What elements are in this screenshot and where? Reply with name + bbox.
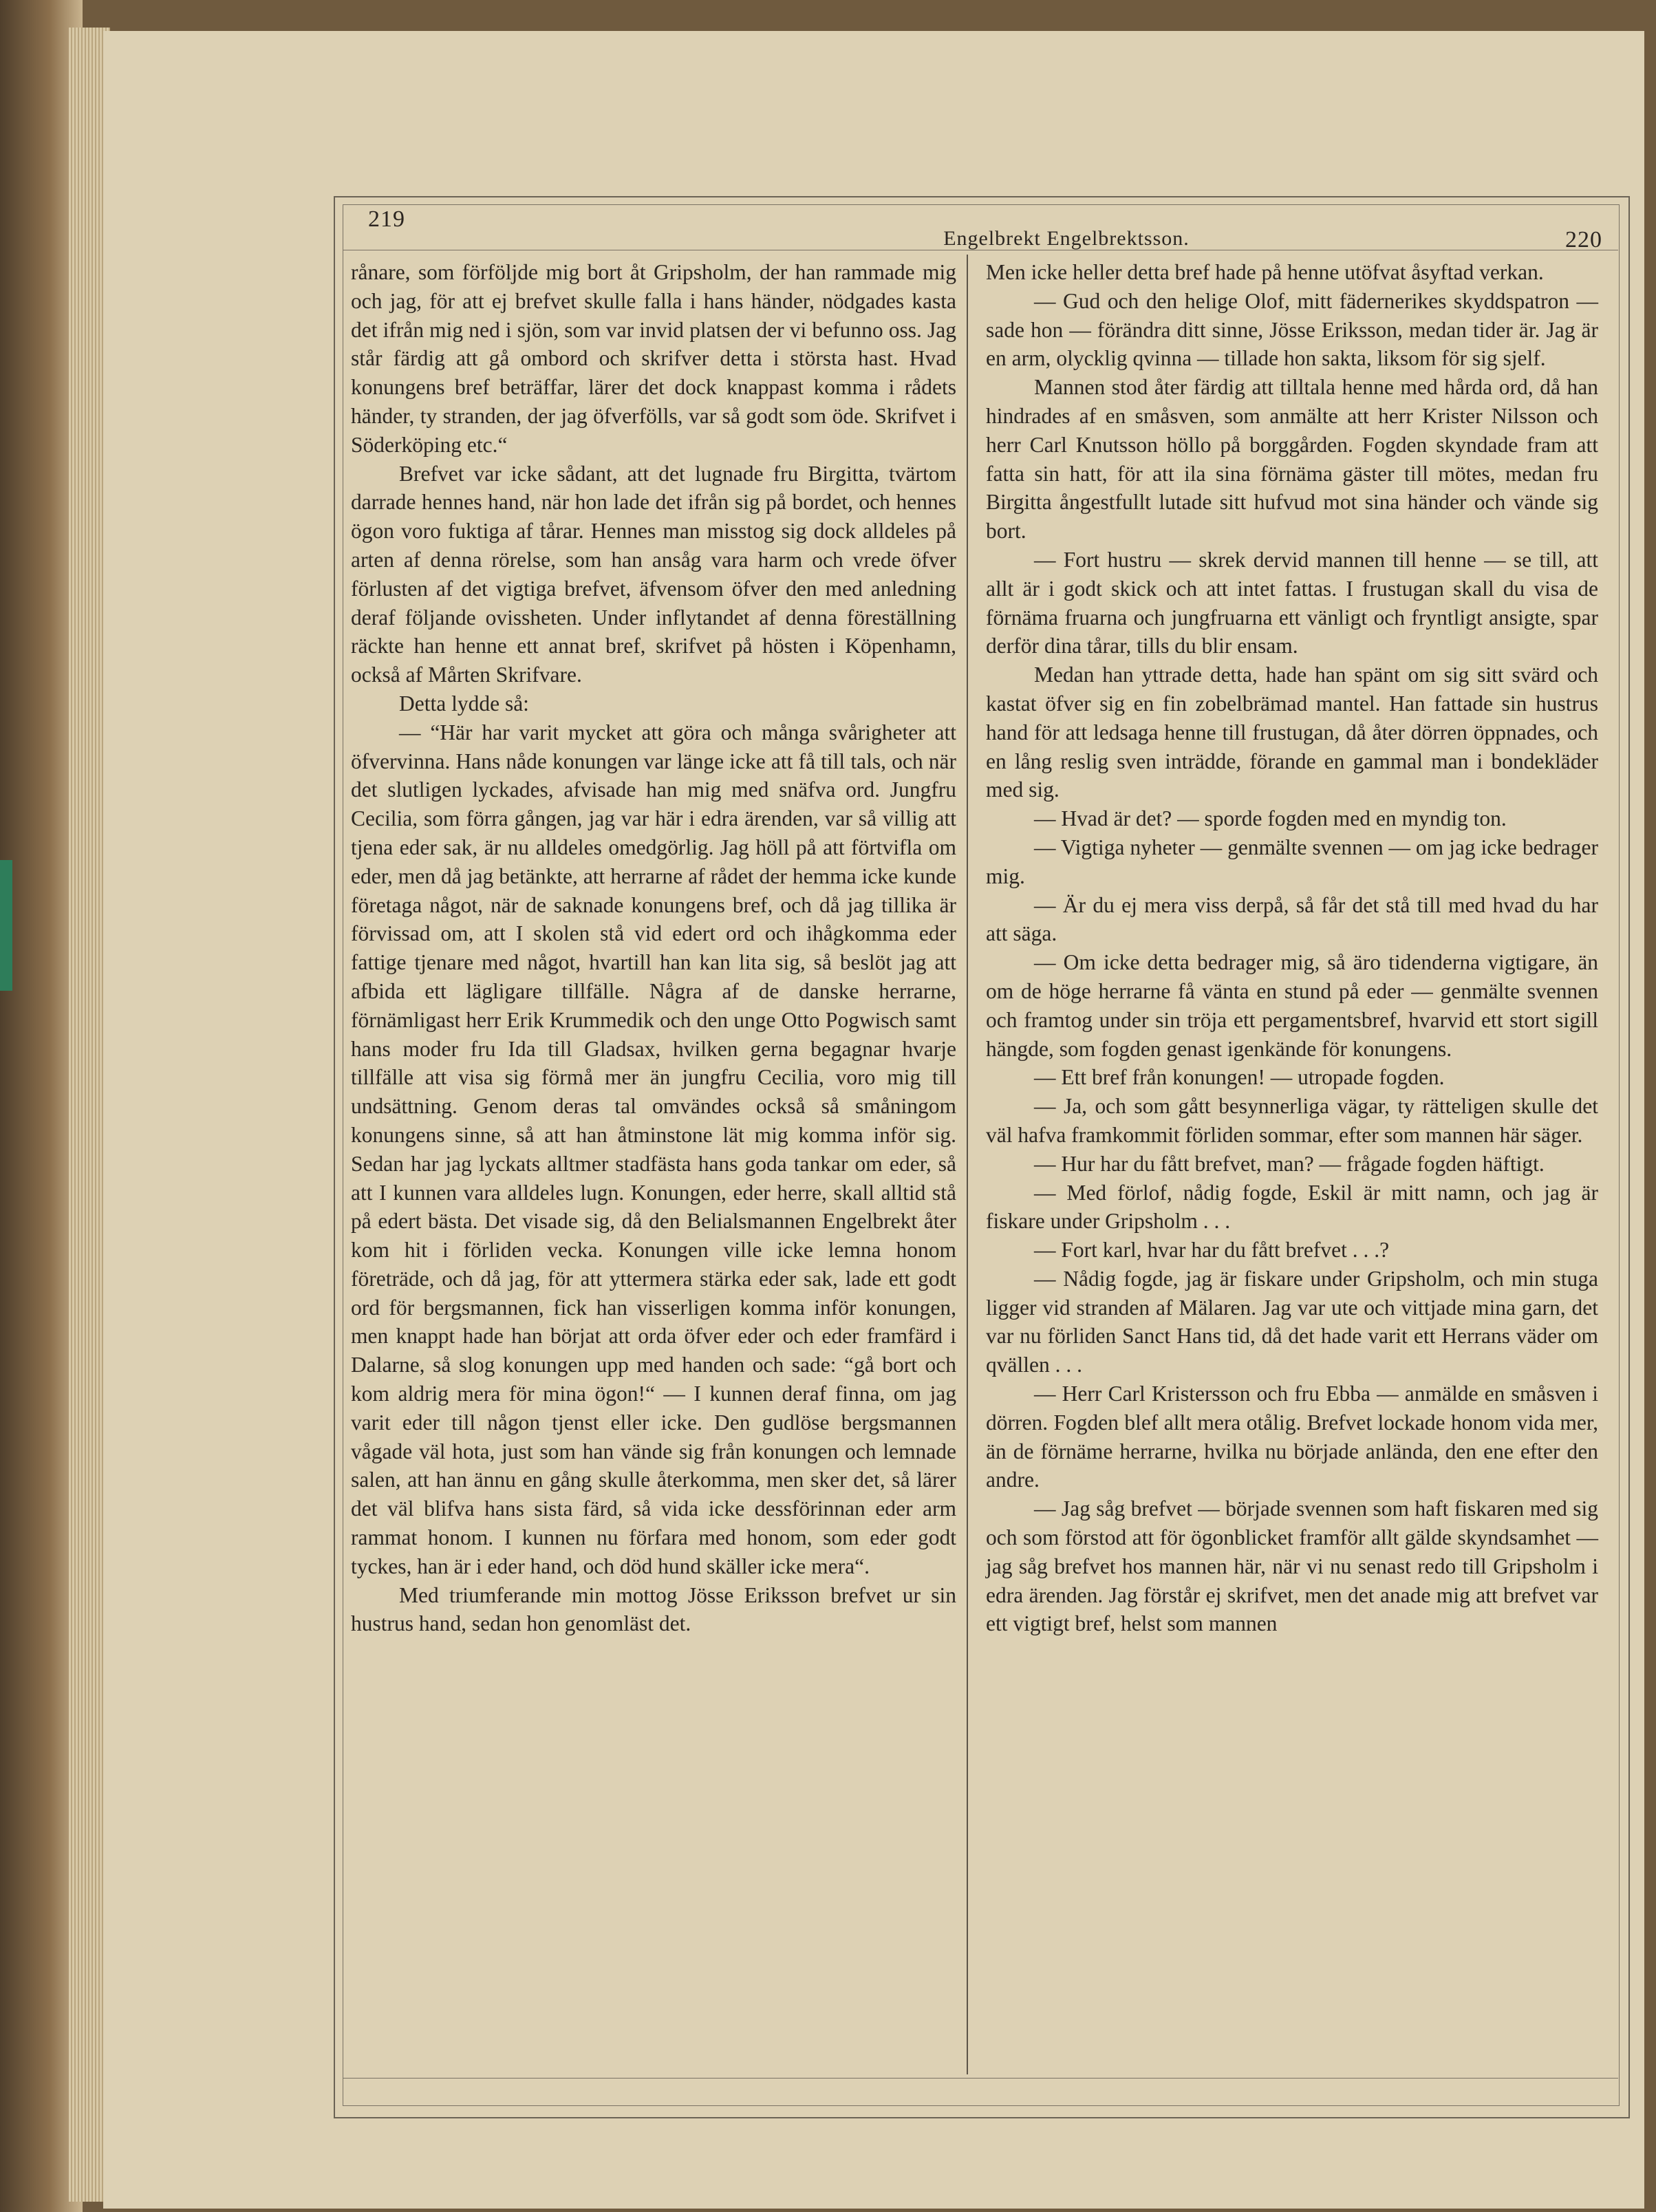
paragraph: — Om icke detta bedrager mig, så äro tidenderna vigtigare, än om de höge herrarne få vänta en stund på eder — genmälte svennen och framtog under sin tröja ett pergamentsbref, hvarvid ett stort sigill hängde, som fogden genast igenkände för konungens. (986, 950, 1598, 1061)
paragraph: Men icke heller detta bref hade på henne utöfvat åsyftad verkan. (986, 260, 1544, 284)
paragraph: Med triumferande min mottog Jösse Eriksson brefvet ur sin hustrus hand, sedan hon genomläst det. (351, 1582, 956, 1636)
paragraph: — Hvad är det? — sporde fogden med en myndig ton. (1034, 806, 1507, 831)
page-number-left: 219 (368, 206, 405, 232)
paragraph: — Jag såg brefvet — började svennen som haft fiskaren med sig och som förstod att för ögonblicket framför allt gälde skyndsamhet — jag såg brefvet hos mannen här, när vi nu senast redo till Gripsholm i edra ärenden. Jag förstår ej skrifvet, men det anade mig att brefvet var ett vigtigt bref, helst som mannen (986, 1496, 1598, 1636)
paragraph: — Hur har du fått brefvet, man? — frågade fogden häftigt. (1034, 1151, 1545, 1176)
paragraph: Detta lydde så: (399, 691, 529, 716)
paragraph: — Är du ej mera viss derpå, så får det stå till med hvad du har att säga. (986, 892, 1598, 946)
paragraph: Brefvet var icke sådant, att det lugnade fru Birgitta, tvärtom darrade hennes hand, när hon lade det ifrån sig på bordet, och hennes ögon voro fuktiga af tårar. Hennes man misstog sig dock alldeles på arten af denna rörelse, som han ansåg vara harm och vrede öfver förlusten af det vigtiga brefvet, äfvensom öfver den med anledning deraf följande ovissheten. Under inflytandet af denna föreställning räckte han henne ett annat bref, skrifvet på hösten i Köpenhamn, också af Mårten Skrifvare. (351, 461, 956, 687)
book-page (103, 31, 1644, 2209)
paragraph: Medan han yttrade detta, hade han spänt om sig sitt svärd och kastat öfver sig en fin zobelbrämad mantel. Han fattade sin hustrus hand för att ledsaga henne till frustugan, då åter dörren öppnades, och en lång reslig sven inträdde, förande en gammal man i bondekläder med sig. (986, 663, 1598, 802)
paragraph: — Gud och den helige Olof, mitt fädernerikes skyddspatron — sade hon — förändra ditt sinne, Jösse Eriksson, medan tider är. Jag är en arm, olycklig qvinna — tillade hon sakta, liksom för sig sjelf. (986, 288, 1598, 371)
right-text-column (986, 258, 1598, 1638)
footer-rule (343, 2078, 1618, 2079)
bookmark-strip (0, 860, 12, 991)
paragraph: — Ett bref från konungen! — utropade fogden. (1034, 1065, 1445, 1090)
running-title: Engelbrekt Engelbrektsson. (943, 227, 1190, 250)
paragraph: — Fort hustru — skrek dervid mannen till henne — se till, att allt är i godt skick och att intet fattas. I frustugan skall du visa de förnäma fruarna och jungfruarna ett vänligt och fryntligt ansigte, spar derför dina tårar, tills du blir ensam. (986, 547, 1598, 658)
paragraph: — Nådig fogde, jag är fiskare under Gripsholm, och min stuga ligger vid stranden af Mälaren. Jag var ute och vittjade mina garn, det var nu förliden Sanct Hans tid, då det hade varit ett Herrans väder om qvällen . . . (986, 1266, 1598, 1377)
paragraph: — “Här har varit mycket att göra och många svårigheter att öfvervinna. Hans nåde konungen var länge icke att få till tals, och när det slutligen lyckades, afvisade han mig med snäfva ord. Jungfru Cecilia, som förra gången, jag var här i edra ärenden, var så villig att tjena eder sak, är nu alldeles omedgörlig. Jag höll på att förtvifla om eder, men då jag betänkte, att herrarne af rådet der hemma icke kunde företaga något, när de saknade konungens bref, och då jag tillika är förvissad om, att I skolen stå vid edert ord och ihågkomma eder fattige tjenare med något, hvartill han kan lita sig, så beslöt jag att afbida ett lägligare tillfälle. Några af de danske herrarne, förnämligast herr Erik Krummedik och den unge Otto Pogwisch samt hans moder fru Ida till Gladsax, hvilken gerna begagnar hvarje tillfälle att visa sig förmå mer än jungfru Cecilia, voro mig till undsättning. Genom deras tal omvändes också så småningom konungens sinne, så att han åtminstone lät mig komma inför sig. Sedan har jag lyckats alltmer stadfästa hans goda tankar om eder, så att I kunnen vara alldeles lugn. Konungen, eder herre, skall alltid stå på edert bästa. Det visade sig, då den Belialsmannen Engelbrekt åter kom hit i förliden vecka. Konungen ville icke lemna honom företräde, och då jag, för att yttermera stärka eder sak, lade ett godt ord för bergsmannen, fick han visserligen komma inför konungen, men knappt hade han börjat att orda öfver eder och eder framfärd i Dalarne, så slog konungen upp med handen och sade: “gå bort och kom aldrig mera för mina ögon!“ — I kunnen deraf finna, om jag varit eder till någon tjenst eller icke. Den gudlöse bergsmannen vågade väl hota, just som han vände sig från konungen och lemnade salen, att han ännu en gång skulle återkomma, men sker det, så lärer det väl blifva hans sista färd, så vida icke dessförinnan eder arm rammat honom. I kunnen nu förfara med honom, som eder godt tyckes, han är i eder hand, och död hund skäller icke mera“. (351, 720, 956, 1578)
paragraph: Mannen stod åter färdig att tilltala henne med hårda ord, då han hindrades af en småsven, som anmälte att herr Krister Nilsson och herr Carl Knutsson höllo på borggården. Fogden skyndade fram att fatta sin hatt, för att ila sina förnäma gäster till mötes, medan fru Birgitta ångestfullt lutade sitt hufvud mot sina händer och vände sig bort. (986, 375, 1598, 544)
paragraph: — Ja, och som gått besynnerliga vägar, ty rätteligen skulle det väl hafva framkommit förliden sommar, efter som mannen här säger. (986, 1094, 1598, 1147)
paragraph: — Herr Carl Kristersson och fru Ebba — anmälde en småsven i dörren. Fogden blef allt mera otålig. Brefvet lockade honom vida mer, än de förnäme herrarne, hvilka nu började anlända, den ene efter den andre. (986, 1382, 1598, 1492)
page-number-right: 220 (1565, 227, 1602, 253)
left-text-column (351, 258, 956, 1638)
paragraph: — Med förlof, nådig fogde, Eskil är mitt namn, och jag är fiskare under Gripsholm . . . (986, 1180, 1598, 1234)
paragraph: — Fort karl, hvar har du fått brefvet . . .? (1034, 1238, 1390, 1263)
column-divider (967, 255, 968, 2074)
paragraph: — Vigtiga nyheter — genmälte svennen — om jag icke bedrager mig. (986, 835, 1598, 888)
paragraph: rånare, som förföljde mig bort åt Gripsholm, der han rammade mig och jag, för att ej brefvet skulle falla i hans händer, nödgades kasta det ifrån mig ned i sjön, som var invid platsen der vi befunno oss. Jag står färdig att gå ombord och skrifver detta i största hast. Hvad konungens bref beträffar, lärer det dock knappast komma i rådets händer, ty stranden, der jag öfverfölls, var så godt som öde. Skrifvet i Söderköping etc.“ (351, 260, 956, 457)
